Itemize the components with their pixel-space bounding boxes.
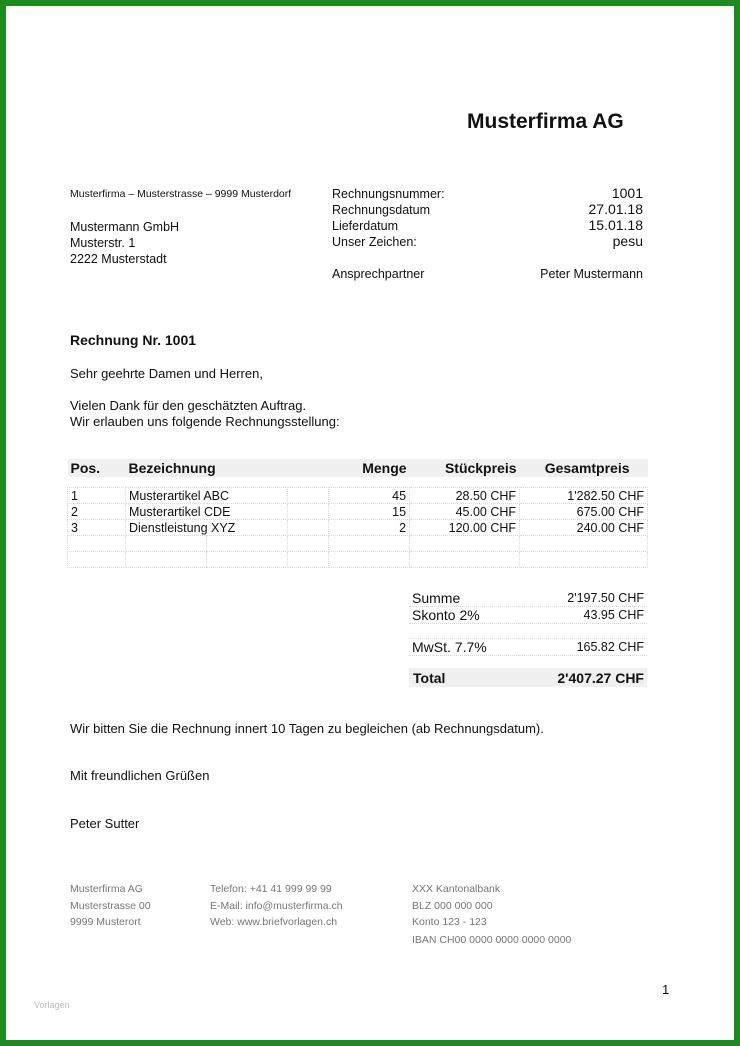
payment-note: Wir bitten Sie die Rechnung innert 10 Tagen zu begleichen (ab Rechnungsdatum). [70,721,544,736]
cell-quantity: 15 [329,504,410,520]
cell-unit-price: 120.00 CHF [410,520,520,536]
header-description: Bezeichnung [126,459,329,477]
footer-web: Web: www.briefvorlagen.ch [210,916,338,928]
footer-street: Musterstrasse 00 [70,900,151,912]
footer-city: 9999 Musterort [70,916,141,928]
cell-description: Dienstleistung XYZ [126,520,288,536]
page-number: 1 [662,982,670,997]
meta-value-reference: pesu [612,233,643,249]
cell-description: Musterartikel CDE [126,504,288,520]
sum-value: 2'197.50 CHF [519,590,647,607]
table-header-row [68,459,648,477]
meta-value-delivery-date: 15.01.18 [588,217,643,233]
line-items-table [67,459,648,568]
closing-greeting: Mit freundlichen Grüßen [70,768,210,783]
footer-account: Konto 123 - 123 [412,916,487,928]
intro-line-2: Wir erlauben uns folgende Rechnungsstellung: [70,414,340,429]
cell-pos: 3 [68,520,126,536]
meta-label-invoice-number: Rechnungsnummer: [332,187,445,201]
recipient-city: 2222 Musterstadt [70,252,167,266]
vat-label: MwSt. 7.7% [409,639,519,656]
total-value: 2'407.27 CHF [557,670,644,686]
summary-table [409,590,647,656]
watermark-text: Vorlagen [34,1000,70,1010]
recipient-street: Musterstr. 1 [70,236,136,250]
table-row [68,488,648,504]
header-total-price: Gesamtpreis [520,459,648,477]
meta-label-reference: Unser Zeichen: [332,235,417,249]
cell-total-price: 1'282.50 CHF [520,488,648,504]
footer-phone: Telefon: +41 41 999 99 99 [210,883,332,895]
table-row [68,504,648,520]
vat-value: 165.82 CHF [519,639,647,656]
footer-email: E-Mail: info@musterfirma.ch [210,900,343,912]
total-row [409,668,647,687]
signature-name: Peter Sutter [70,816,140,831]
cell-pos: 1 [68,488,126,504]
empty-row [68,536,648,552]
sender-address-line: Musterfirma – Musterstrasse – 9999 Musterdorf [70,188,292,200]
meta-value-contact: Peter Mustermann [540,267,643,281]
meta-label-delivery-date: Lieferdatum [332,219,399,233]
cell-total-price: 675.00 CHF [520,504,648,520]
cell-pos: 2 [68,504,126,520]
empty-row [68,552,648,568]
meta-label-contact: Ansprechpartner [332,267,425,281]
skonto-value: 43.95 CHF [519,607,647,624]
footer-bank: XXX Kantonalbank [412,883,501,895]
meta-label-invoice-date: Rechnungsdatum [332,203,430,217]
summary-row-vat [409,639,647,656]
cell-quantity: 2 [329,520,410,536]
summary-row-sum [409,590,647,607]
cell-unit-price: 45.00 CHF [410,504,520,520]
company-name: Musterfirma AG [467,110,624,133]
total-label: Total [413,670,446,686]
header-pos: Pos. [68,459,126,477]
cell-unit-price: 28.50 CHF [410,488,520,504]
footer-iban: IBAN CH00 0000 0000 0000 0000 [412,934,572,946]
salutation: Sehr geehrte Damen und Herren, [70,366,263,381]
header-quantity: Menge [329,459,410,477]
invoice-title: Rechnung Nr. 1001 [70,332,197,348]
header-unit-price: Stückpreis [410,459,520,477]
footer-company: Musterfirma AG [70,883,143,895]
footer-blz: BLZ 000 000 000 [412,900,493,912]
sum-label: Summe [409,590,519,607]
skonto-label: Skonto 2% [409,607,519,624]
summary-row-skonto [409,607,647,624]
table-row [68,520,648,536]
recipient-name: Mustermann GmbH [70,220,180,234]
intro-line-1: Vielen Dank für den geschätzten Auftrag. [70,398,307,413]
cell-total-price: 240.00 CHF [520,520,648,536]
meta-value-invoice-date: 27.01.18 [588,201,643,217]
cell-quantity: 45 [329,488,410,504]
cell-description: Musterartikel ABC [126,488,288,504]
meta-value-invoice-number: 1001 [611,185,643,201]
